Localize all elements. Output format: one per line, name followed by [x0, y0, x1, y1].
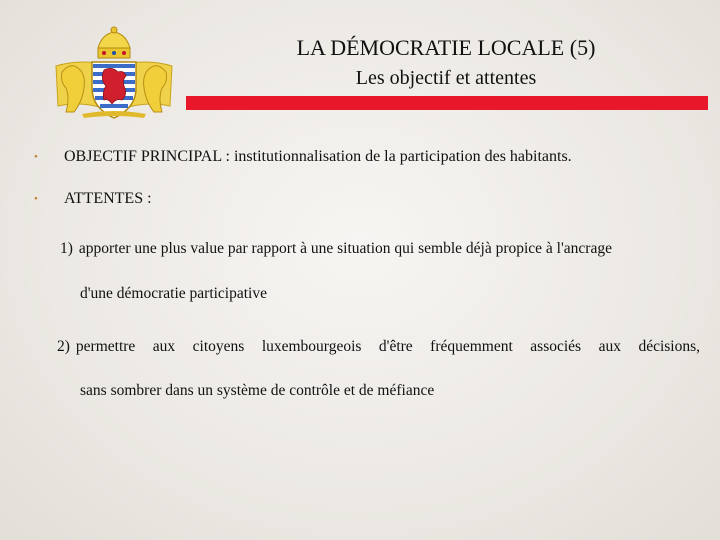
crown-icon	[98, 27, 130, 58]
bullet-dot-icon: •	[34, 193, 38, 205]
expectation-1-line-2: d'une démocratie participative	[80, 285, 267, 302]
expectations-label: ATTENTES :	[64, 190, 152, 207]
bullet-dot-icon: •	[34, 151, 38, 163]
expectation-1-line-1	[60, 238, 700, 260]
objective-label: OBJECTIF PRINCIPAL :	[64, 148, 230, 165]
title-block	[230, 34, 662, 92]
expectation-2-line-1	[57, 336, 700, 358]
expectation-2-text: permettre aux citoyens luxembourgeois d'être fréquemment associés aux décisions,	[75, 338, 700, 355]
objective-text: institutionnalisation de la participation des habitants.	[233, 148, 572, 165]
slide-subtitle: Les objectif et attentes	[355, 67, 537, 89]
expectation-1-text: apporter une plus value par rapport à une situation qui semble déjà propice à l'ancrage	[78, 240, 612, 257]
red-accent-bar	[186, 96, 708, 110]
expectation-2-line-2: sans sombrer dans un système de contrôle et de méfiance	[80, 382, 435, 399]
slide-title: LA DÉMOCRATIE LOCALE (5)	[296, 35, 596, 60]
expectation-2-number: 2)	[57, 338, 70, 355]
expectation-1-number: 1)	[60, 240, 73, 257]
bullet-text	[64, 188, 152, 210]
luxembourg-coat-of-arms-icon	[52, 26, 176, 120]
bullet-text	[64, 146, 572, 168]
